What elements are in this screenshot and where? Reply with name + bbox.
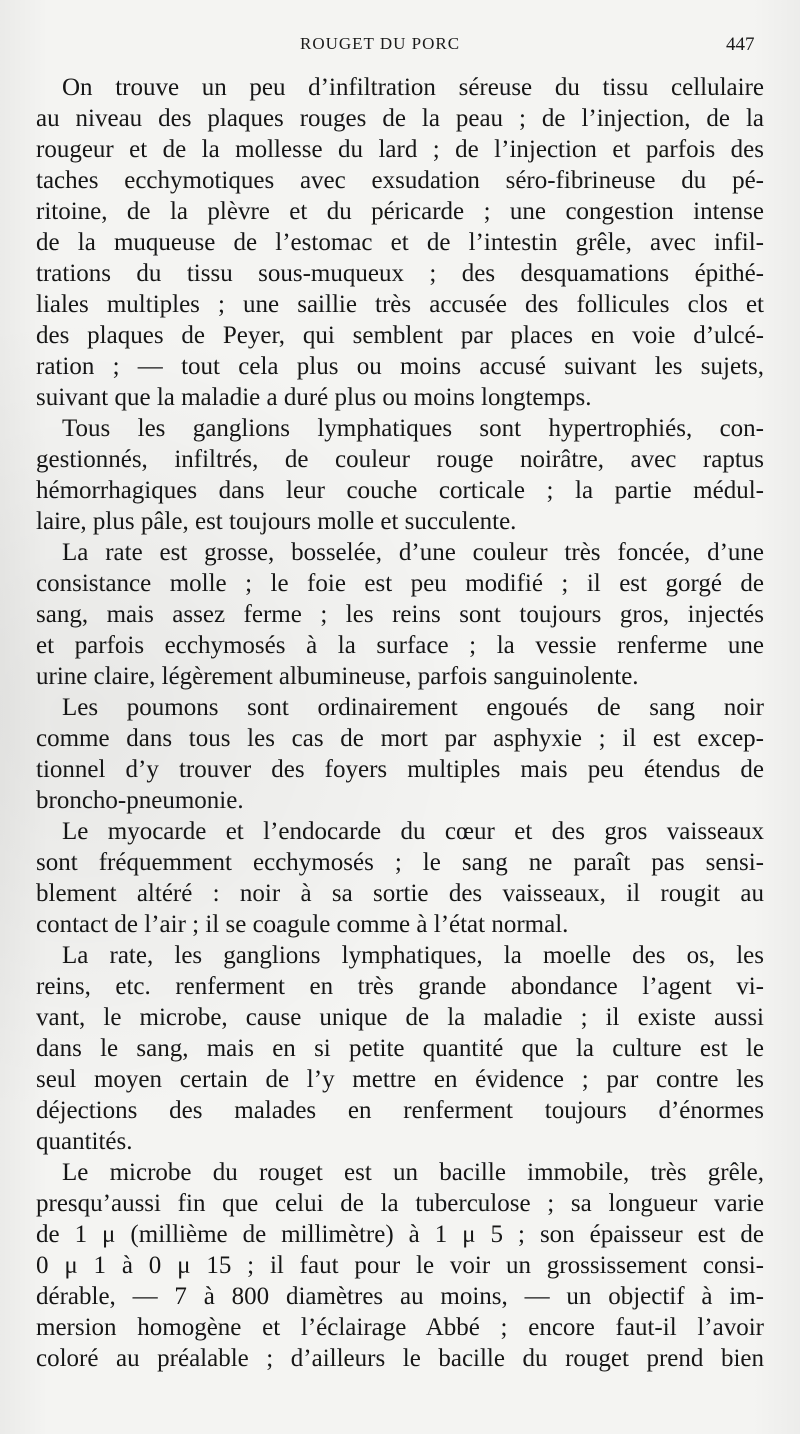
text-line: vant, le microbe, cause unique de la maladie ; il existe aussi bbox=[36, 1004, 764, 1031]
text-line: mersion homogène et l’éclairage Abbé ; encore faut-il l’avoir bbox=[36, 1314, 764, 1341]
text-line: liales multiples ; une saillie très accusée des follicules clos et bbox=[36, 291, 764, 318]
text-line: Le myocarde et l’endocarde du cœur et des gros vaisseaux bbox=[62, 818, 764, 845]
text-line: sont fréquemment ecchymosés ; le sang ne paraît pas sensi- bbox=[36, 849, 764, 876]
text-line: blement altéré : noir à sa sortie des vaisseaux, il rougit au bbox=[36, 880, 764, 907]
text-line: ritoine, de la plèvre et du péricarde ; une congestion intense bbox=[36, 198, 764, 225]
text-line: laire, plus pâle, est toujours molle et succulente. bbox=[36, 508, 517, 535]
text-line: quantités. bbox=[36, 1128, 133, 1155]
text-line: Le microbe du rouget est un bacille immobile, très grêle, bbox=[62, 1159, 764, 1186]
text-line: de la muqueuse de l’estomac et de l’intestin grêle, avec infil- bbox=[36, 229, 764, 256]
text-line: rougeur et de la mollesse du lard ; de l’injection et parfois des bbox=[36, 136, 764, 163]
text-line: des plaques de Peyer, qui semblent par places en voie d’ulcé- bbox=[36, 322, 764, 349]
text-line: broncho-pneumonie. bbox=[36, 787, 244, 814]
text-line: ration ; — tout cela plus ou moins accusé suivant les sujets, bbox=[36, 353, 764, 380]
text-line: dans le sang, mais en si petite quantité que la culture est le bbox=[36, 1035, 764, 1062]
text-line: La rate est grosse, bosselée, d’une couleur très foncée, d’une bbox=[62, 539, 764, 566]
text-line: presqu’aussi fin que celui de la tuberculose ; sa longueur varie bbox=[36, 1190, 764, 1217]
text-line: reins, etc. renferment en très grande abondance l’agent vi- bbox=[36, 973, 764, 1000]
text-line: de 1 μ (millième de millimètre) à 1 μ 5 ; son épaisseur est de bbox=[36, 1221, 764, 1248]
text-line: dérable, — 7 à 800 diamètres au moins, — un objectif à im- bbox=[36, 1283, 764, 1310]
running-header bbox=[0, 32, 800, 62]
text-line: comme dans tous les cas de mort par asphyxie ; il est excep- bbox=[36, 725, 764, 752]
text-line: Tous les ganglions lymphatiques sont hypertrophiés, con- bbox=[62, 415, 764, 442]
text-line: déjections des malades en renferment toujours d’énormes bbox=[36, 1097, 764, 1124]
text-line: sang, mais assez ferme ; les reins sont toujours gros, injectés bbox=[36, 601, 764, 628]
text-line: On trouve un peu d’infiltration séreuse du tissu cellulaire bbox=[62, 74, 764, 101]
body-text bbox=[36, 72, 764, 1374]
text-line: 0 μ 1 à 0 μ 15 ; il faut pour le voir un grossissement consi- bbox=[36, 1252, 764, 1279]
text-line: consistance molle ; le foie est peu modifié ; il est gorgé de bbox=[36, 570, 764, 597]
text-line: trations du tissu sous-muqueux ; des desquamations épithé- bbox=[36, 260, 764, 287]
text-line: seul moyen certain de l’y mettre en évidence ; par contre les bbox=[36, 1066, 764, 1093]
text-line: tionnel d’y trouver des foyers multiples mais peu étendus de bbox=[36, 756, 764, 783]
text-line: contact de l’air ; il se coagule comme à l’état normal. bbox=[36, 911, 569, 938]
text-line: et parfois ecchymosés à la surface ; la vessie renferme une bbox=[36, 632, 764, 659]
text-line: hémorrhagiques dans leur couche corticale ; la partie médul- bbox=[36, 477, 764, 504]
text-line: taches ecchymotiques avec exsudation séro-fibrineuse du pé- bbox=[36, 167, 764, 194]
text-line: gestionnés, infiltrés, de couleur rouge noirâtre, avec raptus bbox=[36, 446, 764, 473]
text-line: au niveau des plaques rouges de la peau ; de l’injection, de la bbox=[36, 105, 764, 132]
text-line: suivant que la maladie a duré plus ou moins longtemps. bbox=[36, 384, 592, 411]
text-line: coloré au préalable ; d’ailleurs le bacille du rouget prend bien bbox=[36, 1345, 764, 1372]
text-line: Les poumons sont ordinairement engoués de sang noir bbox=[62, 694, 764, 721]
text-line: La rate, les ganglions lymphatiques, la moelle des os, les bbox=[62, 942, 764, 969]
text-line: urine claire, légèrement albumineuse, parfois sanguinolente. bbox=[36, 663, 639, 690]
page-number: 447 bbox=[726, 34, 755, 55]
running-title: ROUGET DU PORC bbox=[300, 34, 461, 53]
